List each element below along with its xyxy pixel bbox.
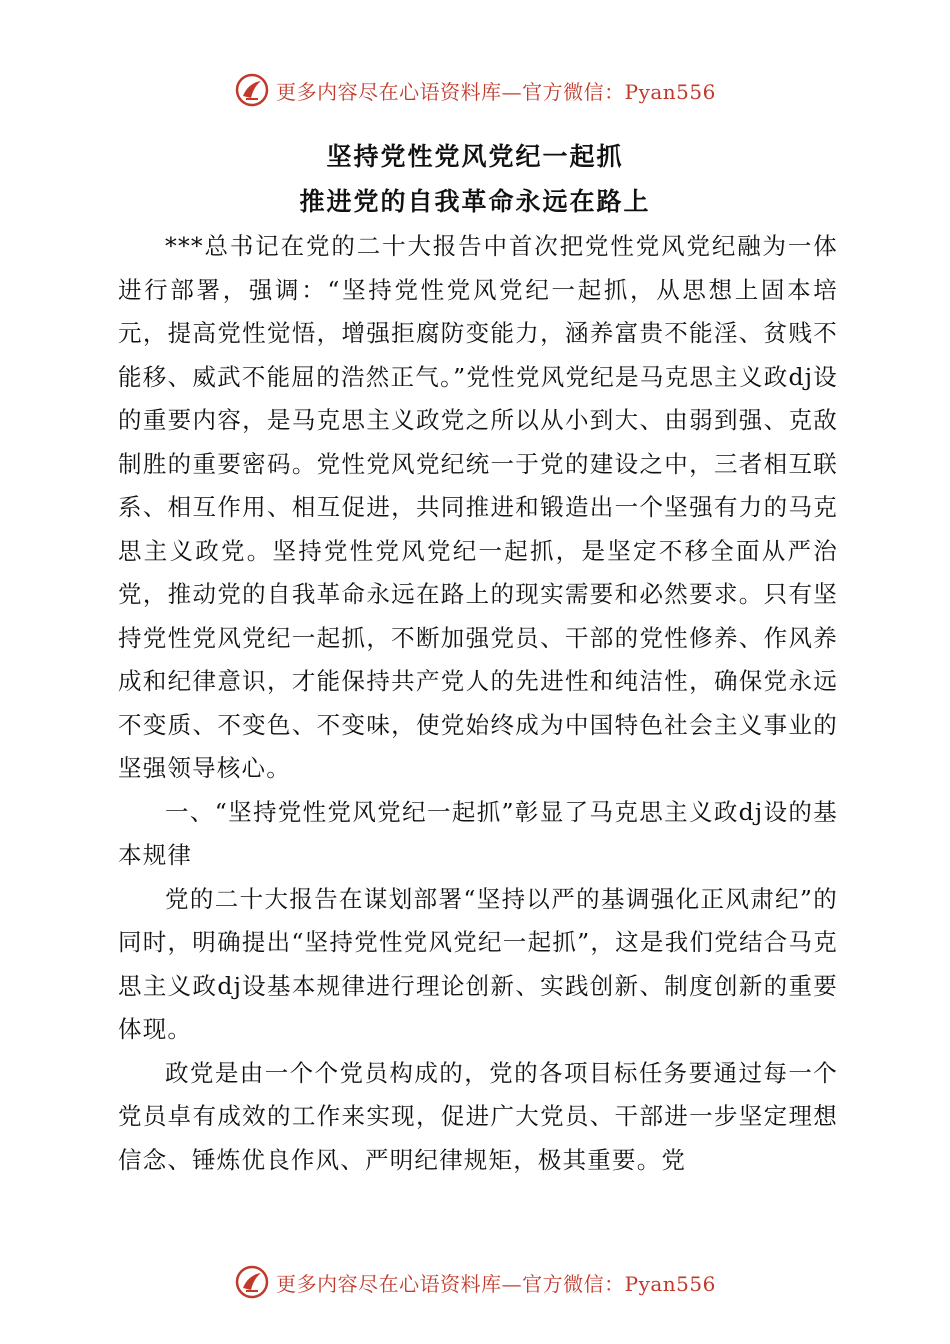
section-heading-1: 一、“坚持党性党风党纪一起抓”彰显了马克思主义政dj设的基本规律 — [118, 797, 838, 869]
document-body — [118, 225, 838, 1182]
header-banner-text: 更多内容尽在心语资料库—官方微信：Pyan556 — [276, 79, 716, 104]
title-line-1: 坚持党性党风党纪一起抓 — [326, 142, 624, 171]
footer-banner — [0, 1262, 950, 1302]
title-line-2: 推进党的自我革命永远在路上 — [299, 187, 651, 216]
paragraph-3: 政党是由一个个党员构成的，党的各项目标任务要通过每一个党员卓有成效的工作来实现，促进广大党员、干部进一步坚定理想信念、锤炼优良作风、严明纪律规矩，极其重要。党 — [118, 1058, 838, 1174]
paragraph-2: 党的二十大报告在谋划部署“坚持以严的基调强化正风肃纪”的同时，明确提出“坚持党性党风党纪一起抓”，这是我们党结合马克思主义政dj设基本规律进行理论创新、实践创新、制度创新的重要体现。 — [118, 884, 838, 1043]
paragraph-intro: ***总书记在党的二十大报告中首次把党性党风党纪融为一体进行部署，强调：“坚持党性党风党纪一起抓，从思想上固本培元，提高党性觉悟，增强拒腐防变能力，涵养富贵不能淫、贫贱不能移、威武不能屈的浩然正气。”党性党风党纪是马克思主义政dj设的重要内容，是马克思主义政党之所以从小到大、由弱到强、克敌制胜的重要密码。党性党风党纪统一于党的建设之中，三者相互联系、相互作用、相互促进，共同推进和锻造出一个坚强有力的马克思主义政党。坚持党性党风党纪一起抓，是坚定不移全面从严治党，推动党的自我革命永远在路上的现实需要和必然要求。只有坚持党性党风党纪一起抓，不断加强党员、干部的党性修养、作风养成和纪律意识，才能保持共产党人的先进性和纯洁性，确保党永远不变质、不变色、不变味，使党始终成为中国特色社会主义事业的坚强领导核心。 — [118, 232, 838, 782]
logo-icon — [234, 72, 270, 108]
header-banner — [0, 70, 950, 110]
logo-icon — [234, 1264, 270, 1300]
footer-banner-text: 更多内容尽在心语资料库—官方微信：Pyan556 — [276, 1271, 716, 1296]
